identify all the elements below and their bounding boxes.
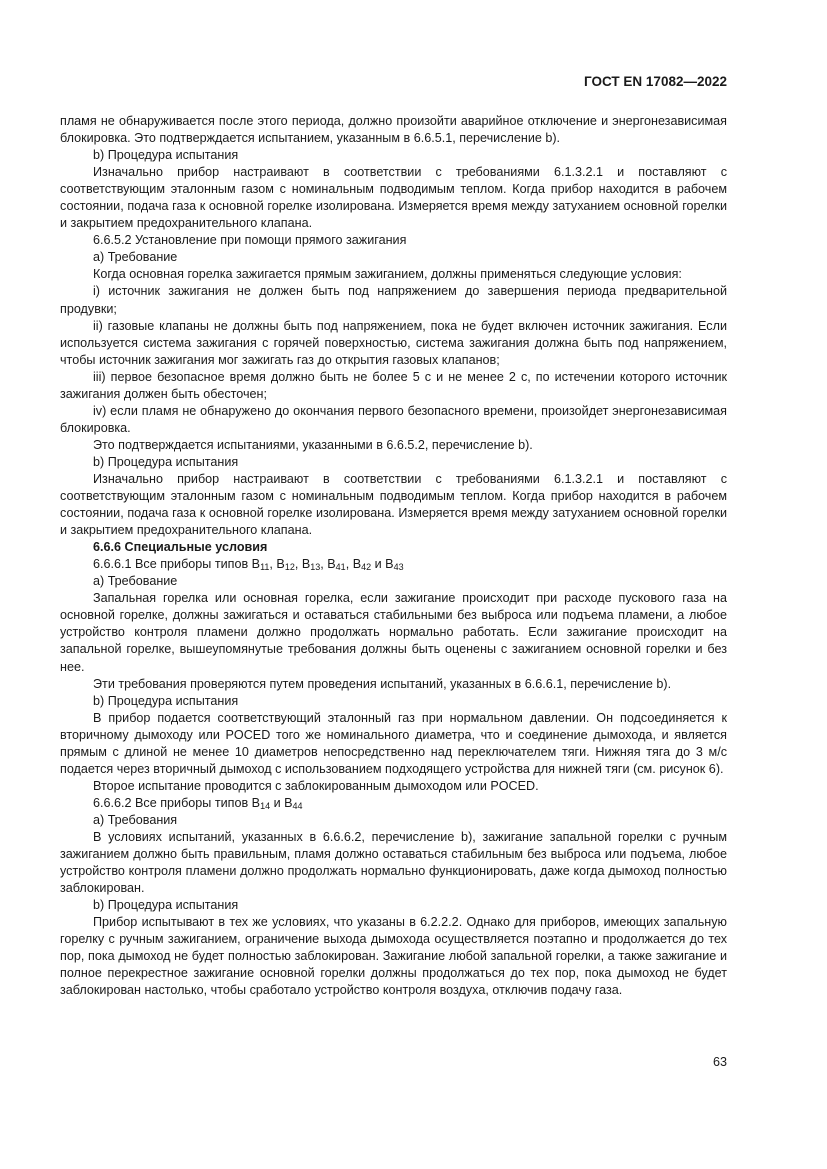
- subheading: b) Процедура испытания: [93, 148, 239, 163]
- paragraph: пламя не обнаруживается после этого периода, должно произойти аварийное отключение и энергонезависимая блокировка. Это подтверждается испытанием, указанным в 6.6.5.1, перечисление b).: [60, 114, 727, 146]
- paragraph: Изначально прибор настраивают в соответствии с требованиями 6.1.3.2.1 и поставляют с соответствующим эталонным газом с номинальным подводимым теплом. Когда прибор находится в рабочем состоянии, подача газа к основной горелке изолирована. Измеряется время между затуханием основной горелки и закрытием предохранительного клапана.: [60, 165, 727, 231]
- list-item: iv) если пламя не обнаружено до окончания первого безопасного времени, произойдет энергонезависимая блокировка.: [60, 403, 727, 435]
- paragraph: В прибор подается соответствующий эталонный газ при нормальном давлении. Он подсоединяется к вторичному дымоходу или POCED того же номинального диаметра, что и соединение дымохода, и является прямым с длиной не менее 10 диаметров непосредственно над переключателем тяги. Нижняя тяга до 3 м/с подается через вторичный дымоход с использованием подходящего устройства для нижней тяги (см. рисунок 6).: [60, 710, 727, 776]
- page-number: 63: [712, 1055, 727, 1069]
- paragraph: В условиях испытаний, указанных в 6.6.6.2, перечисление b), зажигание запальной горелки с ручным зажиганием должно быть правильным, пламя должно оставаться стабильным без выброса или подъема, любое устройство контроля пламени должно продолжать нормально функционировать, даже когда дымоход полностью заблокирован.: [60, 829, 727, 896]
- type-subscript: 11: [260, 562, 270, 573]
- clause-heading-types: 6.6.6.1 Все приборы типов $B_{11}$, $B_{12}$, $B_{13}$, $B_{41}$, $B_{42}$ и $B_{43}$: [93, 557, 404, 573]
- list-item: ii) газовые клапаны не должны быть под напряжением, пока не будет включен источник зажигания. Если используется система зажигания с горячей поверхностью, система зажигания должна быть под напряжением, чтобы источник зажигания мог зажигать газ до открытия газовых клапанов;: [60, 318, 727, 367]
- subheading: b) Процедура испытания: [93, 454, 239, 469]
- paragraph: Второе испытание проводится с заблокированным дымоходом или POCED.: [93, 778, 539, 793]
- clause-heading-types: 6.6.6.2 Все приборы типов $B_{14}$ и $B_{44}$: [93, 795, 303, 811]
- clause-text: 6.6.6.2 Все приборы типов: [93, 795, 252, 810]
- clause-heading: 6.6.5.2 Установление при помощи прямого зажигания: [93, 233, 407, 248]
- subheading: b) Процедура испытания: [93, 693, 239, 708]
- type-subscript: 43: [393, 562, 404, 573]
- subheading: b) Процедура испытания: [93, 898, 239, 913]
- paragraph: Изначально прибор настраивают в соответствии с требованиями 6.1.3.2.1 и поставляют с соответствующим эталонным газом с номинальным подводимым теплом. Когда прибор находится в рабочем состоянии, подача газа к основной горелке изолирована. Измеряется время между затуханием основной горелки и закрытием предохранительного клапана.: [60, 471, 727, 538]
- subheading: a) Требование: [93, 250, 178, 265]
- subheading: a) Требование: [93, 574, 178, 589]
- paragraph: Запальная горелка или основная горелка, если зажигание происходит при расходе пускового газа на основной горелке, должны зажигаться и оставаться стабильными без выброса или подъема пламени, а любое устройство контроля пламени должно продолжать нормально работать. Если зажигание происходит на запальной горелке, вышеупомянутые требования должны быть оценены с зажиганием основной горелки и без нее.: [60, 591, 727, 674]
- document-header: ГОСТ EN 17082—2022: [584, 74, 727, 89]
- type-subscript: 41: [335, 562, 346, 573]
- list-item: i) источник зажигания не должен быть под напряжением до завершения периода предварительной продувки;: [60, 284, 727, 316]
- paragraph: Когда основная горелка зажигается прямым зажиганием, должны применяться следующие условия:: [93, 267, 682, 282]
- type-subscript: 13: [310, 562, 321, 573]
- type-subscript: 44: [292, 800, 303, 811]
- paragraph: Это подтверждается испытаниями, указанными в 6.6.5.2, перечисление b).: [93, 437, 533, 452]
- document-body: [60, 113, 727, 999]
- list-item: iii) первое безопасное время должно быть не более 5 с и не менее 2 с, по истечении которого источник зажигания должен быть обесточен;: [60, 369, 727, 401]
- type-subscript: 14: [260, 800, 271, 811]
- type-subscript: 42: [361, 562, 372, 573]
- paragraph: Эти требования проверяются путем проведения испытаний, указанных в 6.6.6.1, перечисление b).: [93, 676, 672, 691]
- subheading: a) Требования: [93, 812, 178, 827]
- clause-text: 6.6.6.1 Все приборы типов: [93, 557, 252, 572]
- type-subscript: 12: [284, 562, 295, 573]
- paragraph: Прибор испытывают в тех же условиях, что указаны в 6.2.2.2. Однако для приборов, имеющих запальную горелку с ручным зажиганием, ограничение выхода дымохода осуществляется поэтапно и продолжается до тех пор, пока дымоход не будет полностью заблокирован. Зажигание любой запальной горелки, а также зажигание и полное перекрестное зажигание основной горелки должны продолжаться до тех пор, пока дымоход не будет заблокирован настолько, чтобы сработало устройство контроля воздуха, отключив подачу газа.: [60, 915, 727, 998]
- section-heading: 6.6.6 Специальные условия: [93, 540, 268, 555]
